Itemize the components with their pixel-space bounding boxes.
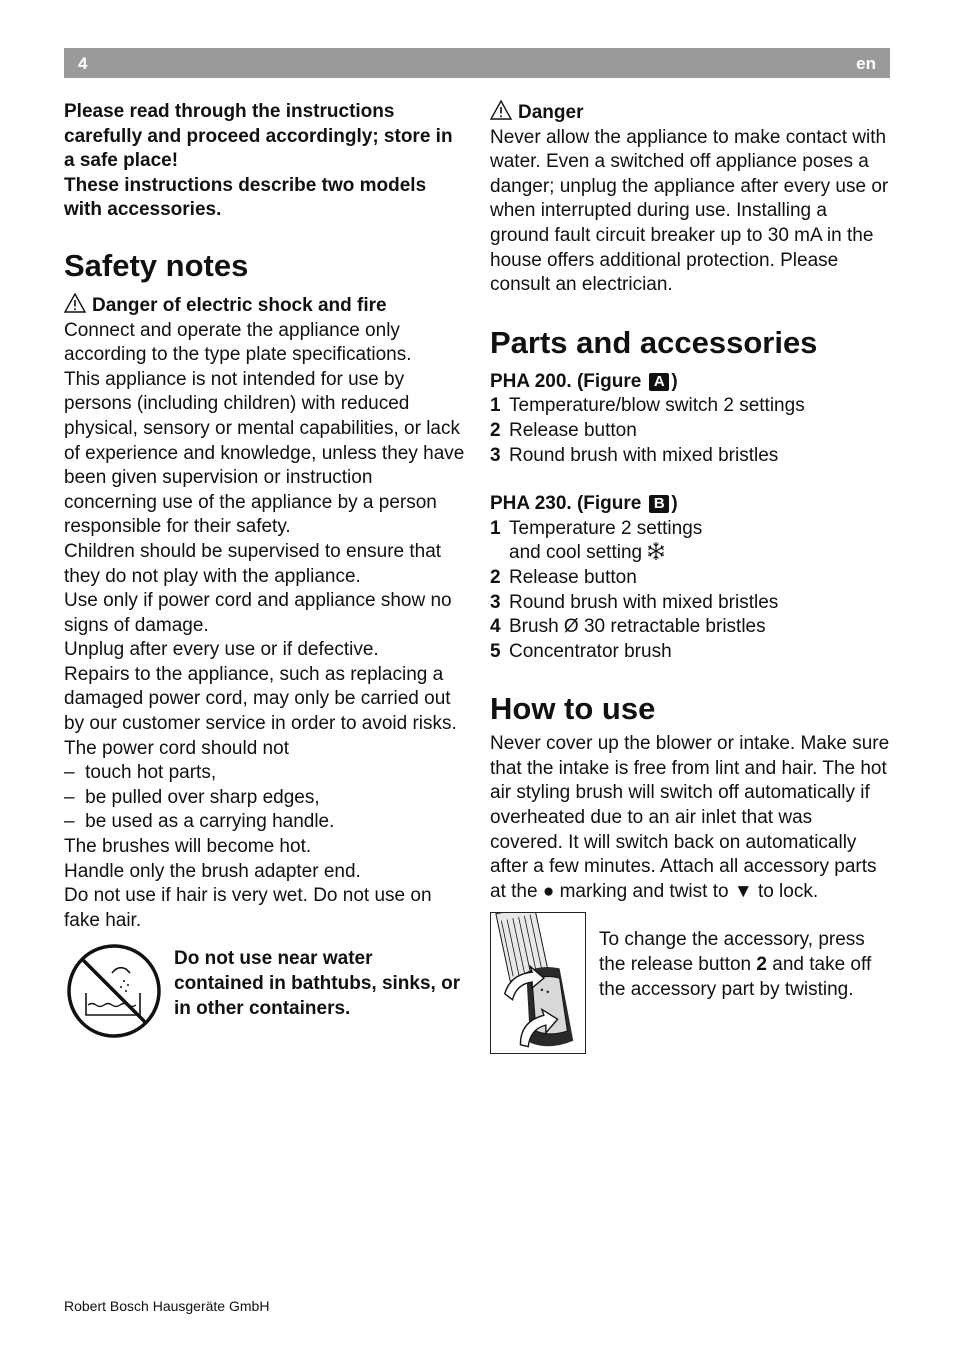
figure-b-badge: B: [649, 495, 669, 513]
list-item: 1 Temperature 2 settings and cool setting: [490, 517, 703, 564]
footer-company: Robert Bosch Hausgeräte GmbH: [64, 1298, 270, 1314]
warning-triangle-icon: [64, 293, 86, 313]
list-item: 1 Temperature/blow switch 2 settings: [490, 395, 805, 417]
model-b-label: PHA 230. (Figure B ): [490, 493, 678, 515]
list-item: 4 Brush Ø 30 retractable bristles: [490, 616, 766, 638]
model-a-parts-list: [490, 394, 890, 468]
danger-heading: [490, 100, 890, 126]
safety-para-1: Connect and operate the appliance only according to the type plate specifications.: [64, 319, 412, 366]
dash-item: – be used as a carrying handle.: [64, 811, 335, 833]
dot-marking-icon: ●: [542, 880, 555, 902]
list-item: 3 Round brush with mixed bristles: [490, 444, 779, 466]
list-item: 2 Release button: [490, 566, 637, 588]
change-accessory-block: [490, 904, 890, 1054]
safety-para-5: Unplug after every use or if defective.: [64, 639, 379, 661]
danger-text: Never allow the appliance to make contact with water. Even a switched off appliance poses a danger; unplug the appliance after every use or when interrupted during use. Installing a ground fault circuit breaker up to 30 mA in the house offers additional protection. Please consult an electrician.: [490, 126, 889, 296]
water-warning-block: [64, 933, 466, 1033]
left-column: [64, 100, 466, 1033]
how-to-use-paragraph: Never cover up the blower or intake. Make sure that the intake is free from lint and hair. The hot air styling brush will switch off automatically if overheated due to an air inlet that was covered. It will switch back on automatically after a few minutes. Attach all accessory parts at the ● marking and twist to ▼ to lock.: [490, 733, 890, 902]
safety-para-9: Handle only the brush adapter end.: [64, 860, 361, 882]
no-water-icon: [66, 943, 162, 1039]
brush-release-illustration: [490, 912, 586, 1054]
page-header-bar: [64, 48, 890, 78]
model-b-parts-list: [490, 517, 890, 665]
figure-a-badge: A: [649, 373, 669, 391]
parts-title: Parts and accessories: [490, 324, 818, 360]
list-item: 2 Release button: [490, 419, 637, 441]
safety-para-7: The power cord should not: [64, 737, 289, 759]
intro-line-1: Please read through the instructions carefully and proceed accordingly; store in a safe place!: [64, 101, 453, 172]
list-item: 5 Concentrator brush: [490, 640, 672, 662]
right-column: [490, 100, 890, 1054]
electric-warning-text: Danger of electric shock and fire: [92, 294, 387, 316]
safety-para-6: Repairs to the appliance, such as replacing a damaged power cord, may only be carried out by our customer service in order to avoid risks.: [64, 663, 457, 735]
triangle-down-icon: ▼: [733, 880, 753, 902]
language-code: en: [856, 54, 876, 73]
safety-notes-title: Safety notes: [64, 247, 249, 283]
danger-heading-text: Danger: [518, 102, 584, 123]
safety-para-2: This appliance is not intended for use by persons (including children) with reduced physical, sensory or mental capabilities, or lack of experience and knowledge, unless they have been given supervision or instruction concerning use of the appliance by a person responsible for their safety.: [64, 368, 465, 538]
safety-para-3: Children should be supervised to ensure that they do not play with the appliance.: [64, 540, 442, 587]
safety-para-10: Do not use if hair is very wet. Do not use on fake hair.: [64, 885, 432, 931]
dash-item: – be pulled over sharp edges,: [64, 786, 320, 808]
warning-triangle-icon: [490, 100, 512, 120]
snowflake-icon: [646, 541, 666, 561]
safety-para-8: The brushes will become hot.: [64, 836, 312, 858]
dash-item: – touch hot parts,: [64, 762, 217, 784]
model-a-label: PHA 200. (Figure A ): [490, 370, 678, 392]
how-to-use-title: How to use: [490, 691, 656, 727]
intro-line-2: These instructions describe two models with accessories.: [64, 174, 427, 221]
safety-para-4: Use only if power cord and appliance show no signs of damage.: [64, 590, 452, 636]
water-warning-text: Do not use near water contained in bathtubs, sinks, or in other containers.: [174, 948, 461, 1019]
change-accessory-text: To change the accessory, press the release button 2 and take off the accessory part by twisting.: [599, 929, 872, 1000]
page-number: 4: [78, 54, 88, 73]
list-item: 3 Round brush with mixed bristles: [490, 591, 779, 613]
electric-warning-heading: [64, 293, 466, 319]
